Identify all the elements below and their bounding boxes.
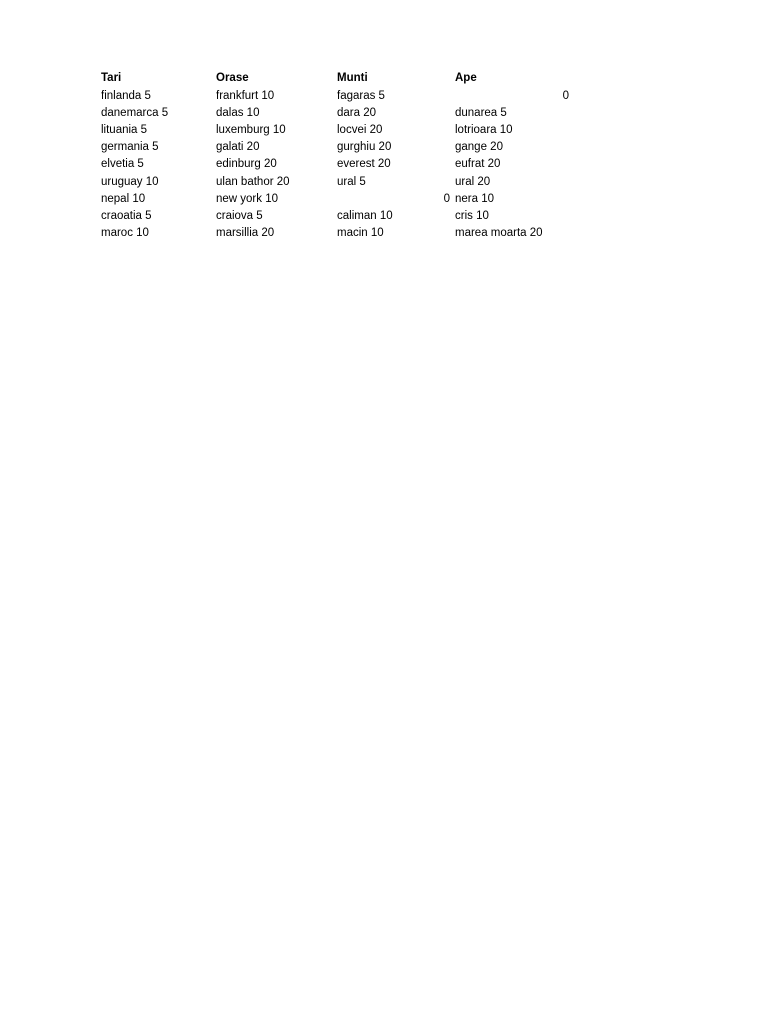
header-ape: Ape [455, 72, 477, 84]
header-orase: Orase [216, 72, 249, 84]
cell-orase: ulan bathor 20 [216, 176, 290, 188]
cell-tari: elvetia 5 [101, 158, 144, 170]
cell-munti: ural 5 [337, 176, 366, 188]
cell-orase: luxemburg 10 [216, 124, 286, 136]
cell-tari: lituania 5 [101, 124, 148, 136]
cell-munti-number: 0 [443, 193, 450, 205]
table-row [0, 156, 768, 173]
cell-munti: gurghiu 20 [337, 141, 392, 153]
cell-munti: macin 10 [337, 227, 384, 239]
cell-ape: cris 10 [455, 210, 489, 222]
cell-tari: germania 5 [101, 141, 159, 153]
header-row [0, 70, 768, 87]
cell-munti: dara 20 [337, 107, 377, 119]
cell-munti: fagaras 5 [337, 90, 385, 102]
cell-munti: everest 20 [337, 158, 391, 170]
cell-ape: ural 20 [455, 176, 491, 188]
cell-extra-number: 0 [562, 90, 569, 102]
table-row [0, 225, 768, 242]
cell-tari: craoatia 5 [101, 210, 152, 222]
cell-tari: danemarca 5 [101, 107, 169, 119]
cell-tari: uruguay 10 [101, 176, 159, 188]
cell-orase: frankfurt 10 [216, 90, 275, 102]
table-row [0, 174, 768, 191]
table-row [0, 191, 768, 208]
table-row [0, 88, 768, 105]
table-row [0, 208, 768, 225]
header-tari: Tari [101, 72, 122, 84]
table-row [0, 139, 768, 156]
cell-orase: craiova 5 [216, 210, 263, 222]
cell-ape: gange 20 [455, 141, 503, 153]
table-row [0, 105, 768, 122]
cell-orase: edinburg 20 [216, 158, 277, 170]
cell-ape: dunarea 5 [455, 107, 507, 119]
cell-tari: maroc 10 [101, 227, 149, 239]
cell-ape: nera 10 [455, 193, 495, 205]
table-row [0, 122, 768, 139]
cell-orase: new york 10 [216, 193, 279, 205]
cell-ape: eufrat 20 [455, 158, 501, 170]
header-munti: Munti [337, 72, 368, 84]
cell-ape: marea moarta 20 [455, 227, 543, 239]
cell-orase: marsillia 20 [216, 227, 275, 239]
cell-tari: finlanda 5 [101, 90, 151, 102]
cell-munti: caliman 10 [337, 210, 393, 222]
cell-ape: lotrioara 10 [455, 124, 513, 136]
cell-tari: nepal 10 [101, 193, 146, 205]
cell-munti: locvei 20 [337, 124, 383, 136]
cell-orase: galati 20 [216, 141, 260, 153]
cell-orase: dalas 10 [216, 107, 260, 119]
